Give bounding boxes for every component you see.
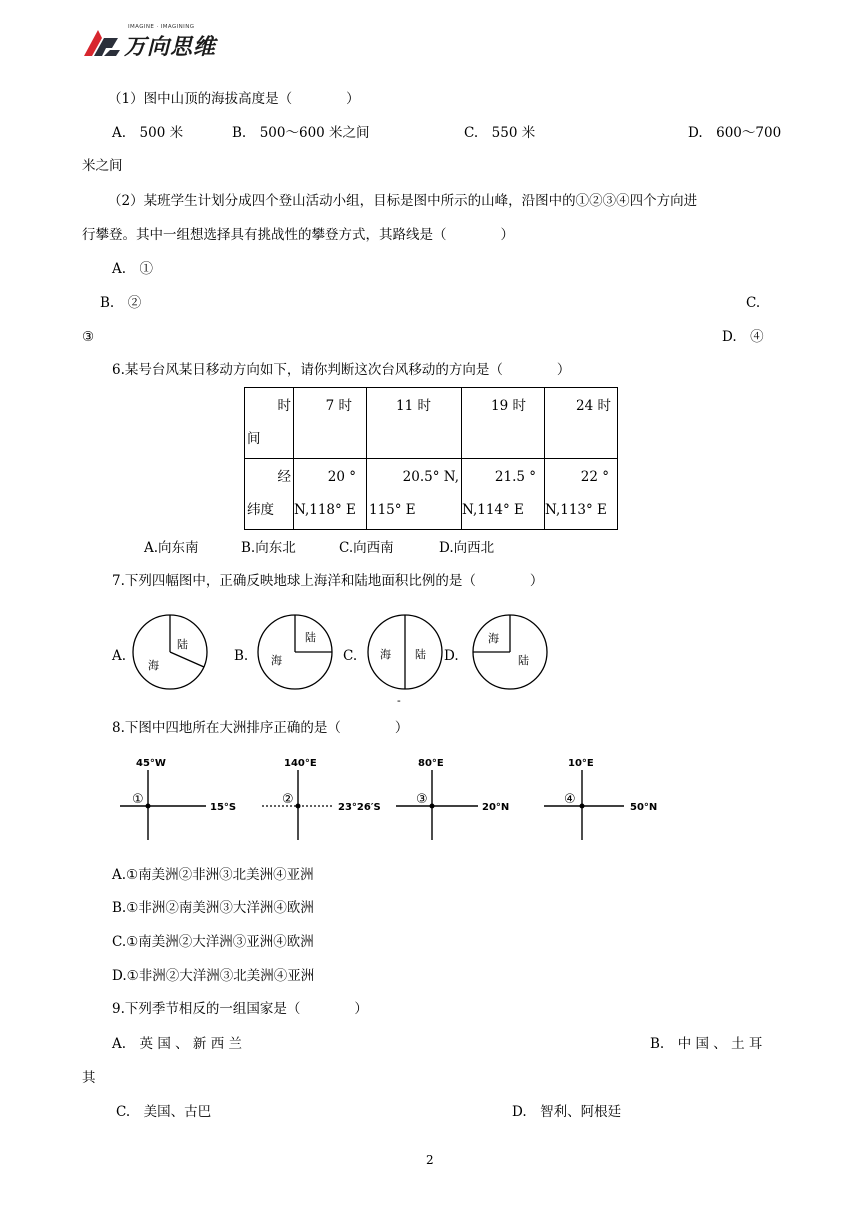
table-header-cell xyxy=(245,388,294,459)
q8-option-a: A.①南美洲②非洲③北美洲④亚洲 xyxy=(112,867,314,883)
coord-diagram-3 xyxy=(396,752,526,844)
coord-11-lat: 20.5° N, xyxy=(402,469,459,485)
pie-diagram-b xyxy=(255,612,335,692)
q7-stem: 7.下列四幅图中，正确反映地球上海洋和陆地面积比例的是（ ） xyxy=(112,573,544,589)
coord-2-lat: 23°26′S xyxy=(338,802,381,813)
coord-diagram-1 xyxy=(120,752,250,844)
pie-d-sea-label: 海 xyxy=(488,632,499,645)
pie-c-sea-label: 海 xyxy=(380,648,391,661)
q9-option-a: A. 英 国 、 新 西 兰 xyxy=(112,1036,242,1052)
pie-c-land-label: 陆 xyxy=(415,648,426,661)
coord-19-lat: 21.5 ° xyxy=(494,469,536,485)
q9-option-c: C. 美国、古巴 xyxy=(116,1104,212,1120)
coord-24-lat: 22 ° xyxy=(580,469,609,485)
coord-1-lon: 45°W xyxy=(136,758,166,769)
table-header-cell xyxy=(245,459,294,530)
coord-11-lon: 115° E xyxy=(369,502,416,518)
time-label-1: 时 xyxy=(277,398,291,414)
pie-diagram-d xyxy=(470,612,550,692)
q8-option-b: B.①非洲②南美洲③大洋洲④欧洲 xyxy=(112,900,314,916)
coord-19-lon: N,114° E xyxy=(462,502,524,518)
q9-option-b-cont: 其 xyxy=(82,1070,96,1086)
time-cell xyxy=(367,388,462,459)
time-label-2: 间 xyxy=(247,431,261,447)
q5-1-option-a: A. 500 米 xyxy=(112,125,184,141)
time-19: 19 时 xyxy=(491,398,526,414)
coord-4-lon: 10°E xyxy=(568,758,594,769)
coord-7-lat: 20 ° xyxy=(327,469,356,485)
coord-label-2: 纬度 xyxy=(247,502,274,518)
coord-cell xyxy=(367,459,462,530)
pie-a-land-label: 陆 xyxy=(177,638,188,651)
q7-letter-c: C. xyxy=(343,648,358,664)
q5-2-option-d: D. ④ xyxy=(722,329,764,345)
brand-logo xyxy=(80,24,250,58)
coord-7-lon: N,118° E xyxy=(294,502,356,518)
pie-b-sea-label: 海 xyxy=(271,654,282,667)
q5-1-stem: （1）图中山顶的海拔高度是（ ） xyxy=(108,91,360,107)
coord-4-lat: 50°N xyxy=(630,802,658,813)
page-number: 2 xyxy=(426,1153,434,1167)
time-cell xyxy=(462,388,545,459)
logo-tagline: IMAGINE · IMAGINING xyxy=(128,24,195,30)
q8-option-d: D.①非洲②大洋洲③北美洲④亚洲 xyxy=(112,968,315,984)
coord-4-num: ④ xyxy=(564,792,576,807)
coord-label-1: 经 xyxy=(277,469,291,485)
q8-stem: 8.下图中四地所在大洲排序正确的是（ ） xyxy=(112,720,409,736)
q9-stem: 9.下列季节相反的一组国家是（ ） xyxy=(112,1001,368,1017)
time-11: 11 时 xyxy=(396,398,431,414)
q5-2-option-a: A. ① xyxy=(112,261,154,277)
pie-a-sea-label: 海 xyxy=(148,659,159,672)
q6-stem: 6.某号台风某日移动方向如下，请你判断这次台风移动的方向是（ ） xyxy=(112,362,571,378)
q5-1-option-d: D. 600～700 xyxy=(688,125,782,141)
q8-option-c: C.①南美洲②大洋洲③亚洲④欧洲 xyxy=(112,934,314,950)
coord-cell xyxy=(462,459,545,530)
coord-2-num: ② xyxy=(282,792,294,807)
q5-1-option-b: B. 500～600 米之间 xyxy=(232,125,370,141)
q5-2-option-c-cont: ③ xyxy=(82,329,95,345)
coord-cell xyxy=(545,459,618,530)
coord-3-lon: 80°E xyxy=(418,758,444,769)
coord-1-lat: 15°S xyxy=(210,802,237,813)
q5-2-option-c: C. xyxy=(746,295,761,311)
q5-1-option-c: C. 550 米 xyxy=(464,125,536,141)
q9-option-d: D. 智利、阿根廷 xyxy=(512,1104,622,1120)
q5-2-stem-line1: （2）某班学生计划分成四个登山活动小组，目标是图中所示的山峰，沿图中的①②③④四个方向进 xyxy=(108,193,698,209)
coord-3-lat: 20°N xyxy=(482,802,510,813)
q7-letter-a: A. xyxy=(112,648,127,664)
q5-2-option-b: B. ② xyxy=(100,295,142,311)
time-cell xyxy=(294,388,367,459)
q6-option-c: C.向西南 xyxy=(339,540,394,556)
coord-cell xyxy=(294,459,367,530)
q6-option-a: A.向东南 xyxy=(144,540,199,556)
coord-24-lon: N,113° E xyxy=(545,502,607,518)
pie-diagram-a xyxy=(130,612,210,692)
time-7: 7 时 xyxy=(325,398,352,414)
coord-2-lon: 140°E xyxy=(284,758,317,769)
coord-1-num: ① xyxy=(132,792,144,807)
q5-1-option-d-cont: 米之间 xyxy=(82,158,123,174)
q5-2-stem-line2: 行攀登。其中一组想选择具有挑战性的攀登方式，其路线是（ ） xyxy=(82,227,514,243)
typhoon-table xyxy=(244,387,618,530)
q7-letter-b: B. xyxy=(234,648,249,664)
pie-d-land-label: 陆 xyxy=(518,654,529,667)
q9-option-b: B. 中 国 、 土 耳 xyxy=(650,1036,763,1052)
q6-option-d: D.向西北 xyxy=(439,540,495,556)
coord-diagram-2 xyxy=(262,752,392,844)
logo-text: 万向思维 xyxy=(124,35,217,60)
logo-mark-icon xyxy=(80,26,122,60)
coord-diagram-4 xyxy=(544,752,674,844)
coord-3-num: ③ xyxy=(416,792,428,807)
time-24: 24 时 xyxy=(576,398,611,414)
pie-b-land-label: 陆 xyxy=(305,631,316,644)
time-cell xyxy=(545,388,618,459)
q6-option-b: B.向东北 xyxy=(241,540,296,556)
q7-dash-mark: - xyxy=(397,694,401,707)
pie-diagram-c xyxy=(365,612,445,692)
q7-letter-d: D. xyxy=(444,648,459,664)
